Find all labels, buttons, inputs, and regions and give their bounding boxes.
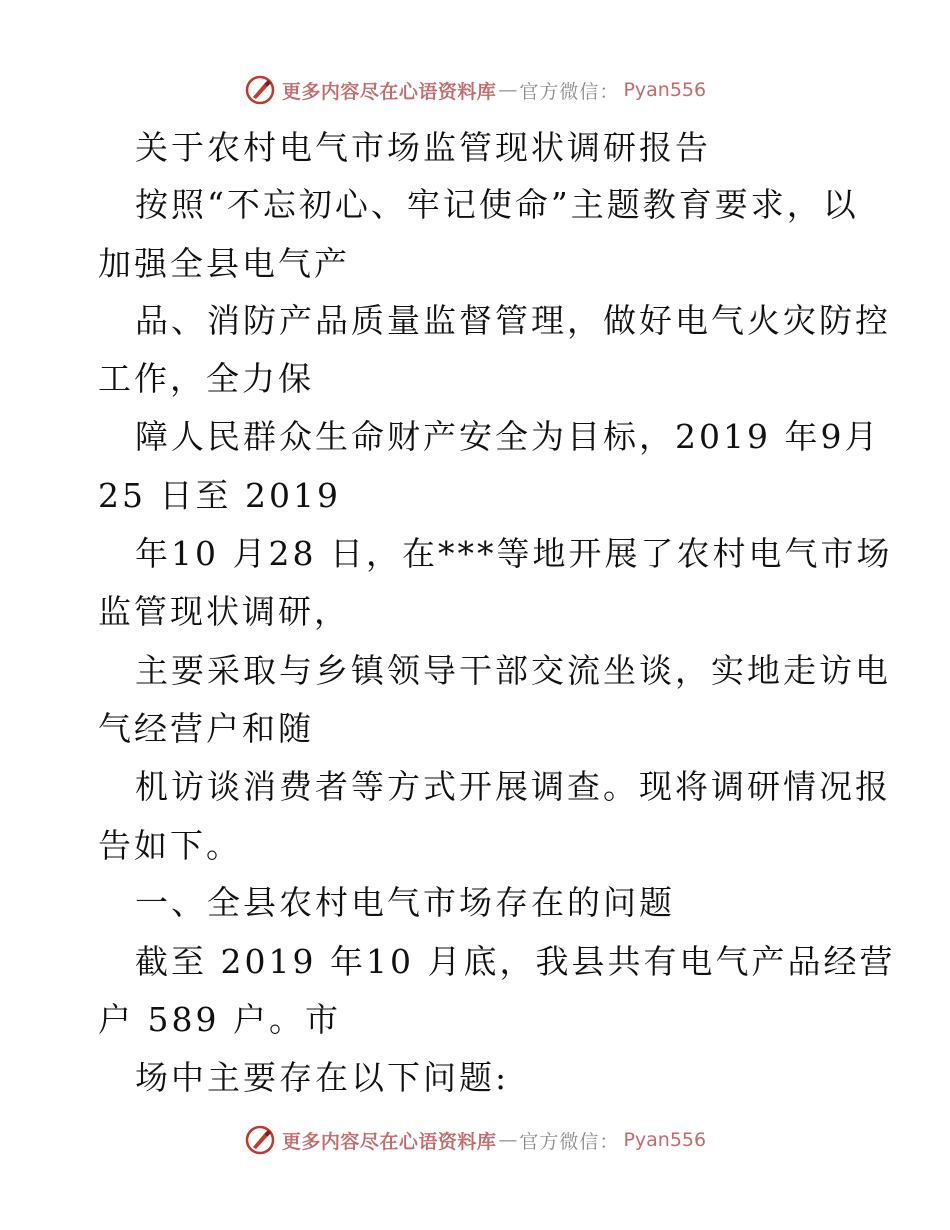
paragraph-line: 按照“不忘初心、牢记使命”主题教育要求，以 [135,185,859,224]
watermark-text: 更多内容尽在心语资料库 [281,80,497,103]
watermark-label: 官方微信： [519,80,620,103]
paragraph-line: 加强全县电气产 [98,244,350,283]
paragraph-line: 监管现状调研， [98,592,350,631]
pen-logo-icon [244,1124,276,1156]
paragraph-line: 气经营户和随 [98,709,314,748]
paragraph-line: 年10 月28 日，在***等地开展了农村电气市场 [135,534,893,573]
paragraph-line: 25 日至 2019 [98,476,341,515]
watermark-id: Pyan556 [623,79,707,101]
watermark-id: Pyan556 [623,1129,707,1151]
document-title: 关于农村电气市场监管现状调研报告 [135,128,711,167]
paragraph-line: 户 589 户。市 [98,1000,341,1039]
paragraph-line: 工作，全力保 [98,359,314,398]
watermark-label: 官方微信： [519,1130,620,1153]
paragraph-line: 品、消防产品质量监督管理，做好电气火灾防控 [135,301,891,340]
header-watermark [0,70,950,110]
paragraph-line: 障人民群众生命财产安全为目标，2019 年9月 [135,417,881,456]
watermark-text: 更多内容尽在心语资料库 [281,1130,497,1153]
paragraph-line: 场中主要存在以下问题: [135,1058,510,1097]
watermark-dash: — [498,79,518,101]
watermark-dash: — [498,1129,518,1151]
section-heading: 一、全县农村电气市场存在的问题 [135,883,675,922]
paragraph-line: 截至 2019 年10 月底，我县共有电气产品经营 [135,942,896,981]
paragraph-line: 告如下。 [98,826,242,865]
paragraph-line: 机访谈消费者等方式开展调查。现将调研情况报 [135,767,891,806]
pen-logo-icon [244,74,276,106]
paragraph-line: 主要采取与乡镇领导干部交流坐谈，实地走访电 [135,651,891,690]
footer-watermark [0,1120,950,1160]
